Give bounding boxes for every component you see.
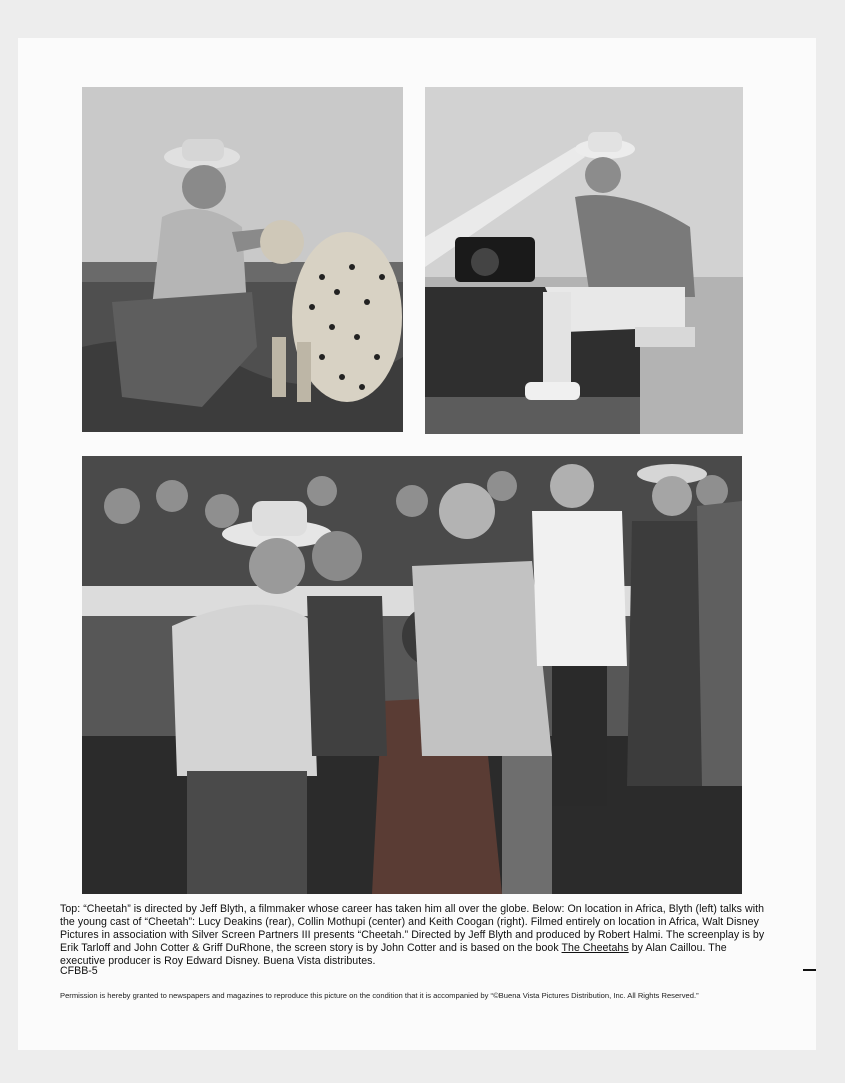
caption-text: Top: “Cheetah” is directed by Jeff Blyth, a filmmaker whose career has taken him all over the globe. Below: On location in Africa, Blyth (left) talks with the young cast of “Cheetah”: Lucy Deakins (rear), Collin Mothupi (center) and Keith Coogan (right). Filmed entirely on location in Africa, Walt Disney Pictures in association with Silver Screen Partners III presents “Cheetah.” Directed by Jeff Blyth and produced by Robert Halmi. The screenplay is by Erik Tarloff and John Cotter & Griff DuRhone, the screen story is by John Cotter and is based on the book <box>60 903 765 954</box>
book-title: The Cheetahs <box>561 941 629 954</box>
photo-caption <box>60 903 770 968</box>
photo-director-on-camera-crane <box>425 87 743 434</box>
photo-cast-on-location <box>82 456 742 894</box>
margin-dash <box>803 969 816 971</box>
photo-director-with-cheetah <box>82 87 403 432</box>
photo-code: CFBB-5 <box>60 965 98 977</box>
caption-text-end: by Alan Caillou. The executive producer is Roy Edward Disney. Buena Vista distributes. <box>60 941 727 967</box>
permission-notice: Permission is hereby granted to newspapers and magazines to reproduce this picture on the condition that it is accompanied by “©Buena Vista Pictures Distribution, Inc. All Rights Reserved.” <box>60 991 699 1000</box>
